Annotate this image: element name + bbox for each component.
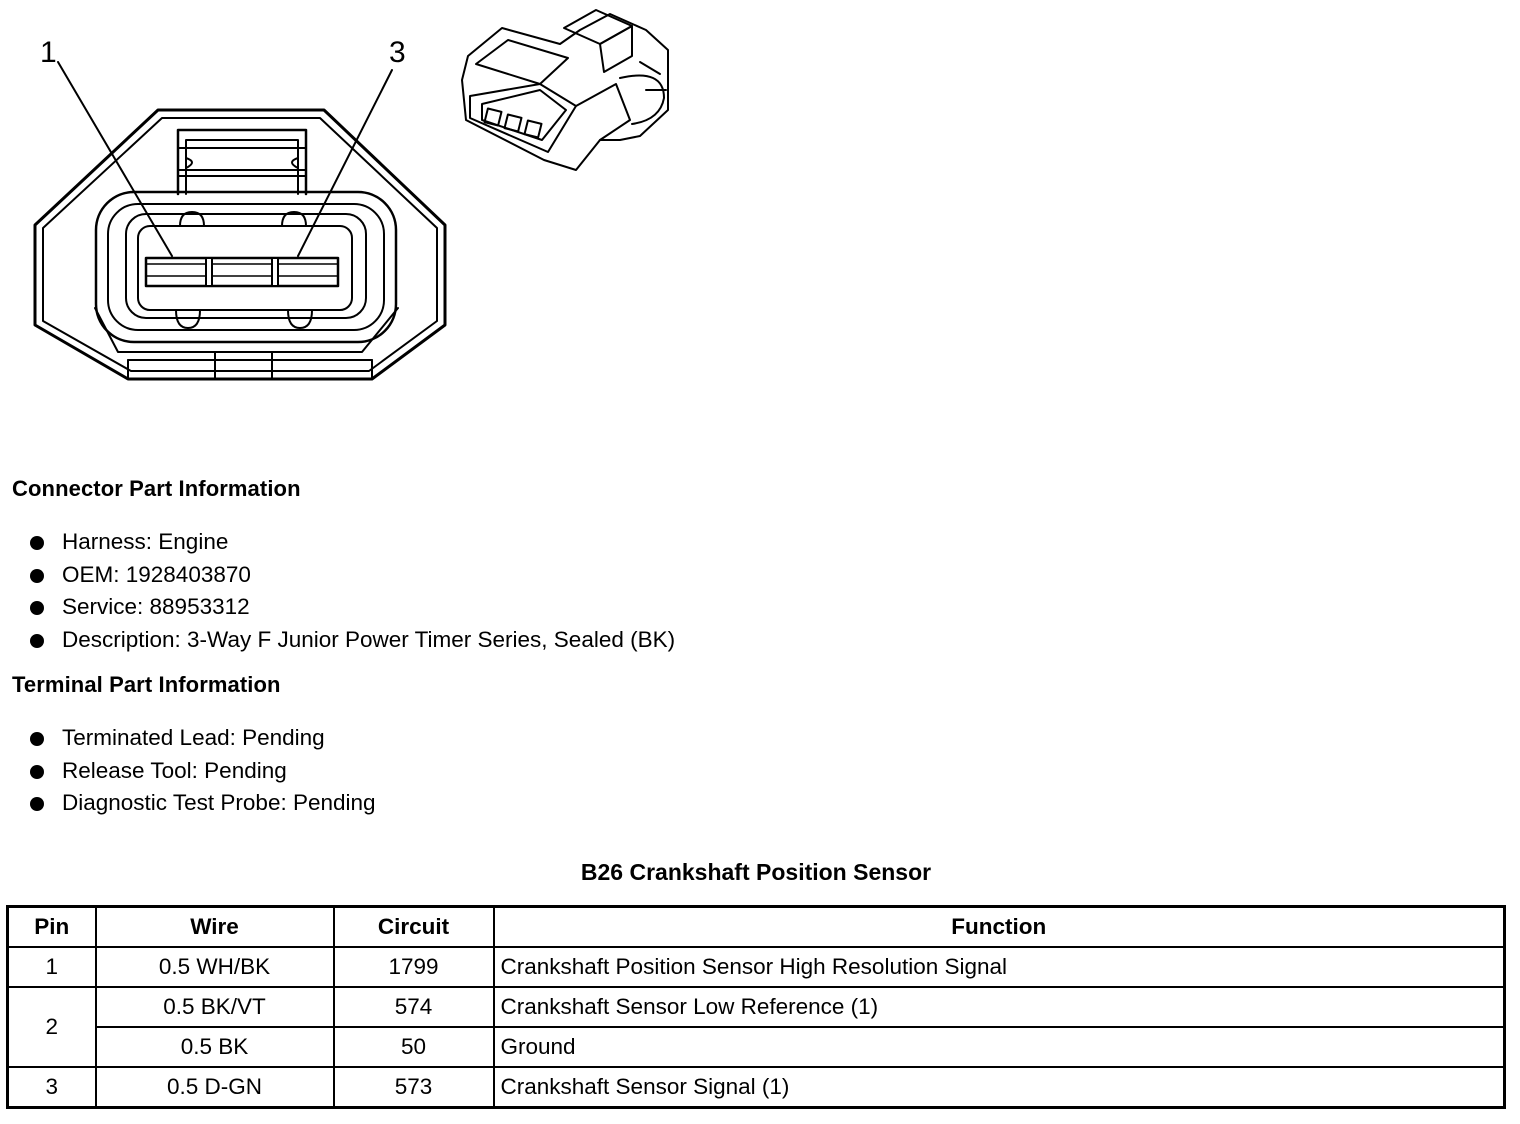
table-row — [8, 947, 1505, 987]
pin-cell: 3 — [8, 1067, 96, 1108]
bullet-icon — [30, 634, 44, 648]
function-cell: Crankshaft Sensor Signal (1) — [494, 1067, 1505, 1108]
table-row — [8, 1067, 1505, 1108]
wire-cell: 0.5 BK — [96, 1027, 334, 1067]
bullet-icon — [30, 797, 44, 811]
column-header-pin: Pin — [8, 907, 96, 948]
connector-part-info-list — [28, 528, 675, 659]
list-item: OEM: 1928403870 — [28, 561, 675, 594]
bullet-icon — [30, 536, 44, 550]
bullet-icon — [30, 732, 44, 746]
pin-1-label: 1 — [40, 36, 57, 69]
pin-3-label: 3 — [389, 36, 406, 69]
function-cell: Ground — [494, 1027, 1505, 1067]
connector-part-info-heading: Connector Part Information — [12, 476, 301, 501]
bullet-icon — [30, 569, 44, 583]
terminal-slots — [146, 258, 338, 286]
column-header-wire: Wire — [96, 907, 334, 948]
pin-cell: 1 — [8, 947, 96, 987]
circuit-cell: 1799 — [334, 947, 494, 987]
wire-cell: 0.5 BK/VT — [96, 987, 334, 1027]
table-title: B26 Crankshaft Position Sensor — [580, 859, 932, 885]
wire-cell: 0.5 WH/BK — [96, 947, 334, 987]
terminal-part-info-list — [28, 724, 376, 822]
table-header-row — [8, 907, 1505, 948]
connector-diagram — [0, 0, 700, 400]
list-item: Harness: Engine — [28, 528, 675, 561]
bullet-icon — [30, 601, 44, 615]
connector-latch — [178, 130, 306, 194]
list-item: Description: 3-Way F Junior Power Timer Series, Sealed (BK) — [28, 626, 675, 659]
connector-cavity — [96, 192, 396, 342]
circuit-cell: 573 — [334, 1067, 494, 1108]
bullet-icon — [30, 765, 44, 779]
column-header-circuit: Circuit — [334, 907, 494, 948]
list-item: Release Tool: Pending — [28, 757, 376, 790]
pin-1-leader — [58, 62, 172, 256]
wire-cell: 0.5 D-GN — [96, 1067, 334, 1108]
column-header-function: Function — [494, 907, 1505, 948]
connector-iso-illustration — [462, 10, 668, 170]
list-item: Service: 88953312 — [28, 593, 675, 626]
function-cell: Crankshaft Sensor Low Reference (1) — [494, 987, 1505, 1027]
list-item: Diagnostic Test Probe: Pending — [28, 789, 376, 822]
table-row — [8, 1027, 1505, 1067]
circuit-cell: 574 — [334, 987, 494, 1027]
list-item: Terminated Lead: Pending — [28, 724, 376, 757]
circuit-cell: 50 — [334, 1027, 494, 1067]
function-cell: Crankshaft Position Sensor High Resolution Signal — [494, 947, 1505, 987]
table-row — [8, 987, 1505, 1027]
pin-cell: 2 — [8, 987, 96, 1067]
pinout-table — [6, 905, 1506, 1109]
terminal-part-info-heading: Terminal Part Information — [12, 672, 281, 697]
